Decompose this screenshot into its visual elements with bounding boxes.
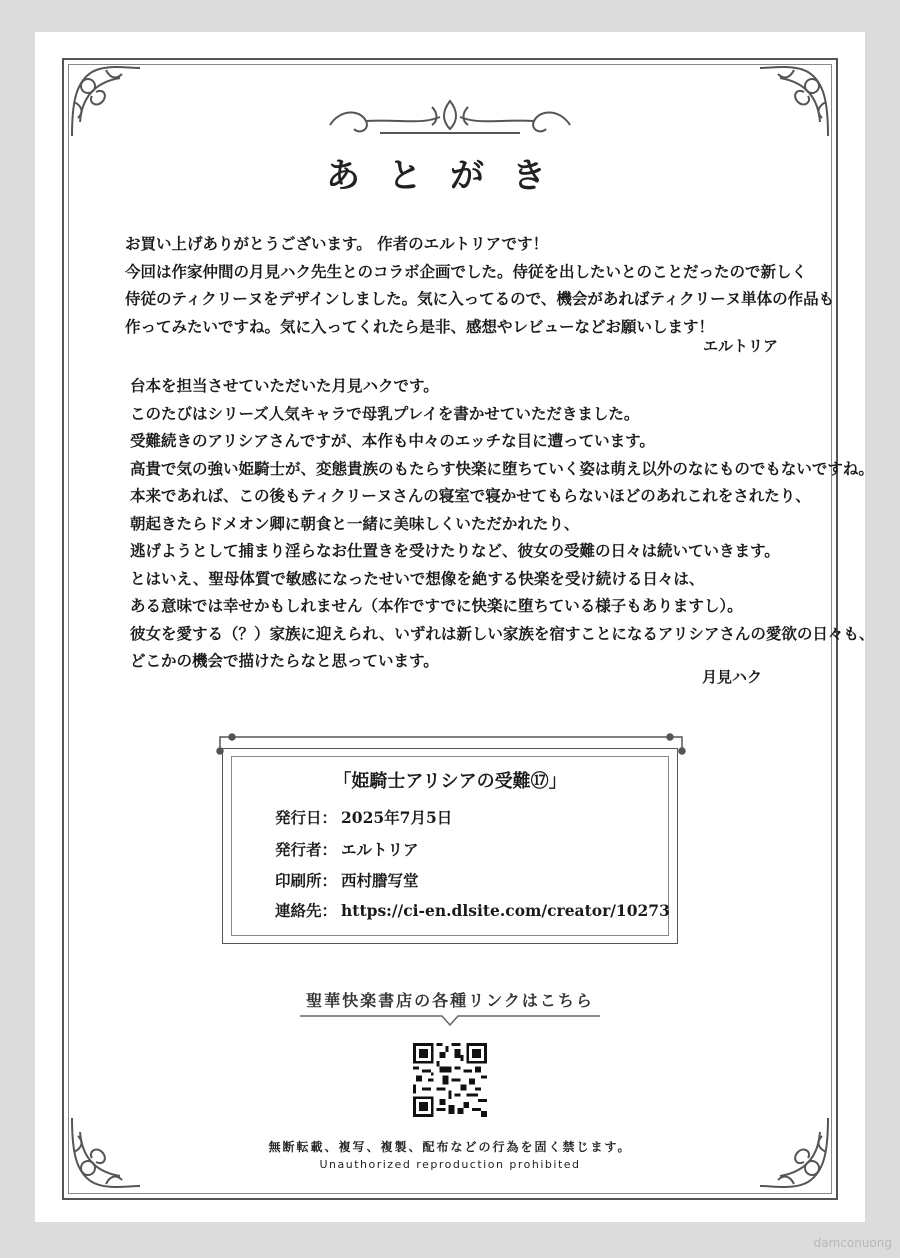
- text-line: ある意味では幸せかもしれません（本作ですでに快楽に堕ちている様子もありますし）。: [130, 596, 743, 615]
- text-line: 朝起きたらドメオン卿に朝食と一緒に美味しくいただかれたり、: [130, 513, 580, 533]
- afterword-writer-text: [130, 372, 875, 675]
- text-line: 高貴で気の強い姫騎士が、変態貴族のもたらす快楽に堕ちていく姿は萌え以外のなにものでもないですね。: [130, 458, 874, 478]
- colophon-printer-row: [275, 869, 419, 891]
- text-line: どこかの機会で描けたらなと思っています。: [130, 651, 439, 670]
- text-line: 受難続きのアリシアさんですが、本作も中々のエッチな目に遭っています。: [130, 431, 655, 450]
- copyright-notice-en: Unauthorized reproduction prohibited: [319, 1158, 581, 1171]
- flourish-corner-icon: [754, 62, 834, 142]
- speech-pointer-rule: [300, 1012, 600, 1026]
- qr-code-icon[interactable]: [413, 1043, 487, 1117]
- copyright-notice-jp: 無断転載、複写、複製、配布などの行為を固く禁じます。: [268, 1140, 632, 1154]
- store-links-heading: 聖華快楽書店の各種リンクはこちら: [306, 991, 594, 1010]
- colophon-publisher-row: [275, 838, 419, 860]
- page-title: あとがき: [326, 156, 574, 196]
- text-line: 作ってみたいですね。気に入ってくれたら是非、感想やレビューなどお願いします！: [125, 316, 715, 336]
- text-line: 彼女を愛する（？）家族に迎えられ、いずれは新しい家族を宿すことになるアリシアさんの愛欲の日々も、: [130, 623, 875, 643]
- publisher-label: 発行者：: [275, 840, 338, 859]
- text-line: 台本を担当させていただいた月見ハクです。: [130, 376, 439, 395]
- colophon-title: 「姫騎士アリシアの受難⑰」: [333, 771, 567, 792]
- text-line: 今回は作家仲間の月見ハク先生とのコラボ企画でした。侍従を出したいとのことだったので新しく: [125, 261, 808, 281]
- watermark-text: damconuong: [813, 1236, 892, 1250]
- printer-label: 印刷所：: [275, 871, 338, 890]
- flourish-header-icon: [320, 95, 580, 145]
- text-line: お買い上げありがとうございます。 作者のエルトリアです！: [125, 234, 549, 253]
- flourish-corner-icon: [66, 62, 146, 142]
- text-line: このたびはシリーズ人気キャラで母乳プレイを書かせていただきました。: [130, 403, 640, 423]
- text-line: 本来であれば、この後もティクリーヌさんの寝室で寝かせてもらないほどのあれこれをされたり、: [130, 486, 811, 505]
- text-line: 逃げようとして捕まり淫らなお仕置きを受けたりなど、彼女の受難の日々は続いていきます。: [130, 541, 780, 560]
- date-value: 2025年7月5日: [341, 808, 453, 827]
- contact-link[interactable]: https://ci-en.dlsite.com/creator/10273: [341, 901, 670, 920]
- colophon-date-row: [275, 806, 452, 828]
- publisher-value: エルトリア: [341, 840, 419, 859]
- writer-signature: 月見ハク: [702, 668, 763, 686]
- printer-value: 西村謄写堂: [341, 871, 419, 890]
- text-line: とはいえ、聖母体質で敏感になったせいで想像を絶する快楽を受け続ける日々は、: [130, 568, 705, 588]
- text-line: 侍従のティクリーヌをデザインしました。気に入ってるので、機会があればティクリーヌ単体の作品も: [125, 289, 835, 308]
- colophon-contact-row: [275, 899, 670, 921]
- date-label: 発行日：: [275, 808, 338, 827]
- author-signature: エルトリア: [703, 337, 779, 355]
- contact-label: 連絡先：: [275, 901, 338, 920]
- afterword-author-text: [125, 230, 835, 340]
